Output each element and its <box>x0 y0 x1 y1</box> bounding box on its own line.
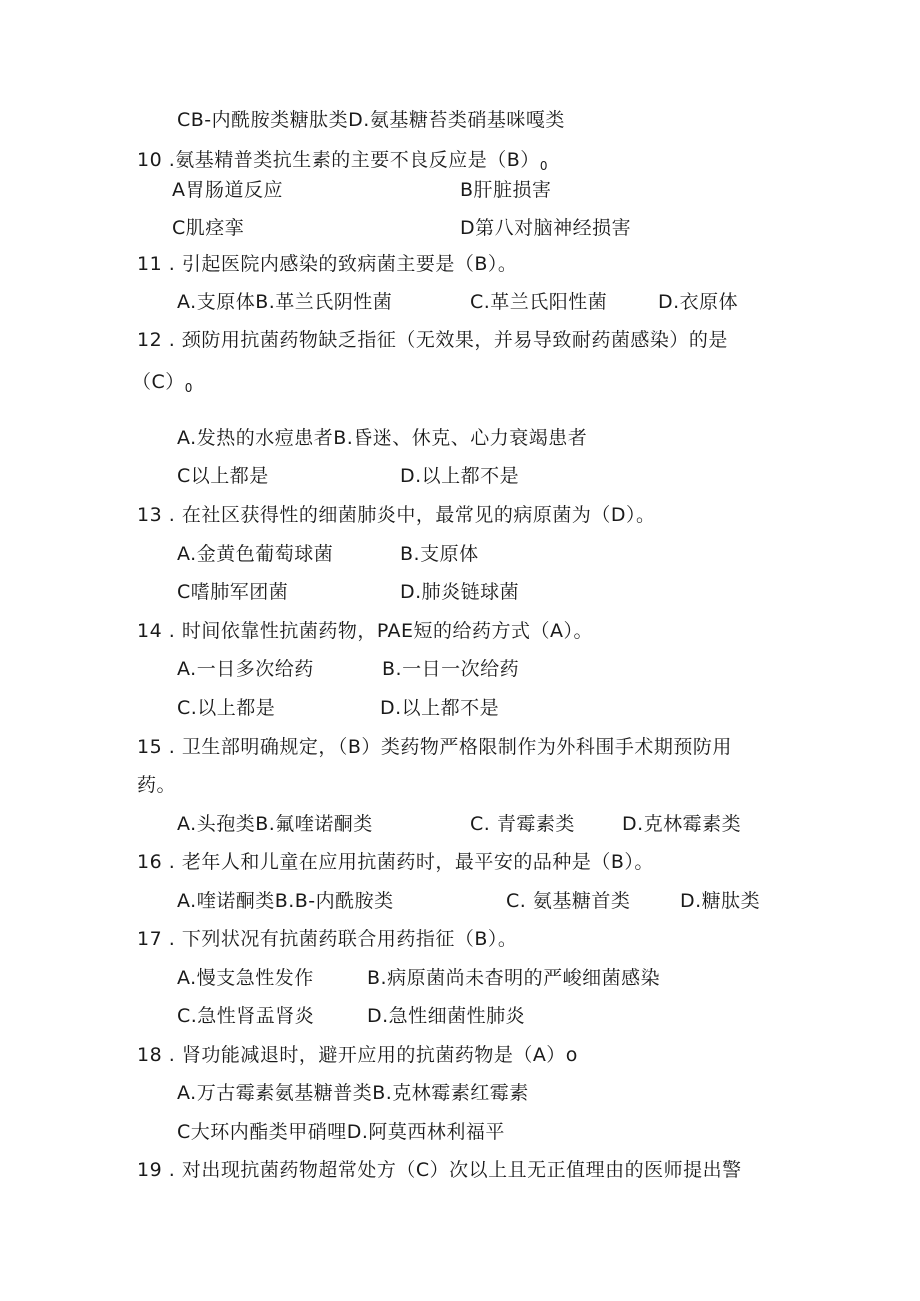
option-d: D.以上都不是 <box>380 697 500 719</box>
option-c: C. 青霉素类 <box>470 813 575 835</box>
option-c: C.以上都是 <box>177 697 276 719</box>
option-d: D.糖肽类 <box>680 890 761 912</box>
question-number: 19 <box>137 1159 163 1181</box>
option-c: C.急性肾盂肾炎 <box>177 1005 315 1027</box>
question-text: . 对出现抗菌药物超常处方（C）次以上且无正值理由的医师提出警 <box>168 1159 742 1181</box>
question-number: 16 <box>137 851 163 873</box>
question-14 <box>137 619 593 643</box>
option-ab: A.喹诺酮类B.B-内酰胺类 <box>177 890 394 912</box>
question-number: 10 <box>137 149 163 171</box>
option-d: D第八对脑神经损害 <box>460 217 632 239</box>
question-number: 15 <box>137 736 163 758</box>
option-ab: A.发热的水痘患者B.昏迷、休克、心力衰竭患者 <box>177 427 588 449</box>
stray-mark: 0 <box>539 159 548 173</box>
option-d: D.肺炎链球菌 <box>400 581 520 603</box>
option-ab: A.支原体B.革兰氏阴性菌 <box>177 291 393 313</box>
question-10 <box>137 148 548 178</box>
option-b: B.支原体 <box>400 543 479 565</box>
option-d: D.克林霉素类 <box>622 813 742 835</box>
question-15-continued: 药。 <box>137 774 177 796</box>
option-c: C. 氨基糖首类 <box>506 890 631 912</box>
question-16 <box>137 850 654 874</box>
question-text: . 老年人和儿童在应用抗菌药时，最平安的品种是（B）。 <box>168 851 654 873</box>
question-text: . 在社区获得性的细菌肺炎中，最常见的病原菌为（D）。 <box>168 504 656 526</box>
option-c: C以上都是 <box>177 465 269 487</box>
option-c: C肌痉挛 <box>172 217 245 239</box>
question-17 <box>137 927 517 951</box>
option-a: A.慢支急性发作 <box>177 967 314 989</box>
question-text: . 引起医院内感染的致病菌主要是（B）。 <box>168 253 518 275</box>
option-b: B.一日一次给药 <box>382 658 520 680</box>
option-a: A.金黄色葡萄球菌 <box>177 543 334 565</box>
option-c: C嗜肺军团菌 <box>177 581 289 603</box>
question-number: 13 <box>137 504 163 526</box>
option-line: CB-内酰胺类糖肽类D.氨基糖苔类硝基咪嘎类 <box>177 109 565 131</box>
question-text: .氨基精普类抗生素的主要不良反应是（B） <box>168 149 540 171</box>
option-d: D.衣原体 <box>658 291 739 313</box>
question-text: . 时间依靠性抗菌药物，PAE短的给药方式（A）。 <box>168 620 594 642</box>
question-18 <box>137 1043 578 1067</box>
question-12 <box>137 328 728 352</box>
option-a: A胃肠道反应 <box>172 179 283 201</box>
question-11 <box>137 252 517 276</box>
question-15 <box>137 735 732 759</box>
option-a: A.一日多次给药 <box>177 658 314 680</box>
option-d: D.急性细菌性肺炎 <box>367 1005 526 1027</box>
question-12-continued <box>132 370 193 400</box>
option-c: C.革兰氏阳性菌 <box>470 291 608 313</box>
question-13 <box>137 503 655 527</box>
question-number: 11 <box>137 253 163 275</box>
option-b: B肝脏损害 <box>460 179 552 201</box>
question-19 <box>137 1158 742 1182</box>
question-number: 14 <box>137 620 163 642</box>
question-number: 18 <box>137 1044 163 1066</box>
option-ab: A.头孢类B.氟喹诺酮类 <box>177 813 373 835</box>
stray-mark: 0 <box>184 381 193 395</box>
question-number: 17 <box>137 928 163 950</box>
option-d: D.以上都不是 <box>400 465 520 487</box>
option-b: B.病原菌尚未杳明的严峻细菌感染 <box>367 967 661 989</box>
option-cd: C大环内酯类甲硝哩D.阿莫西林利福平 <box>177 1121 505 1143</box>
question-text: . 颈防用抗菌药物缺乏指征（无效果，并易导致耐药菌感染）的是 <box>168 329 728 351</box>
option-ab: A.万古霉素氨基糖普类B.克林霉素红霉素 <box>177 1082 529 1104</box>
question-text: . 肾功能减退时，避开应用的抗菌药物是（A）o <box>168 1044 578 1066</box>
question-text: . 下列状况有抗菌药联合用药指征（B）。 <box>168 928 518 950</box>
answer-text: （C） <box>132 371 185 393</box>
question-number: 12 <box>137 329 163 351</box>
question-text: . 卫生部明确规定，（B）类药物严格限制作为外科围手术期预防用 <box>168 736 732 758</box>
